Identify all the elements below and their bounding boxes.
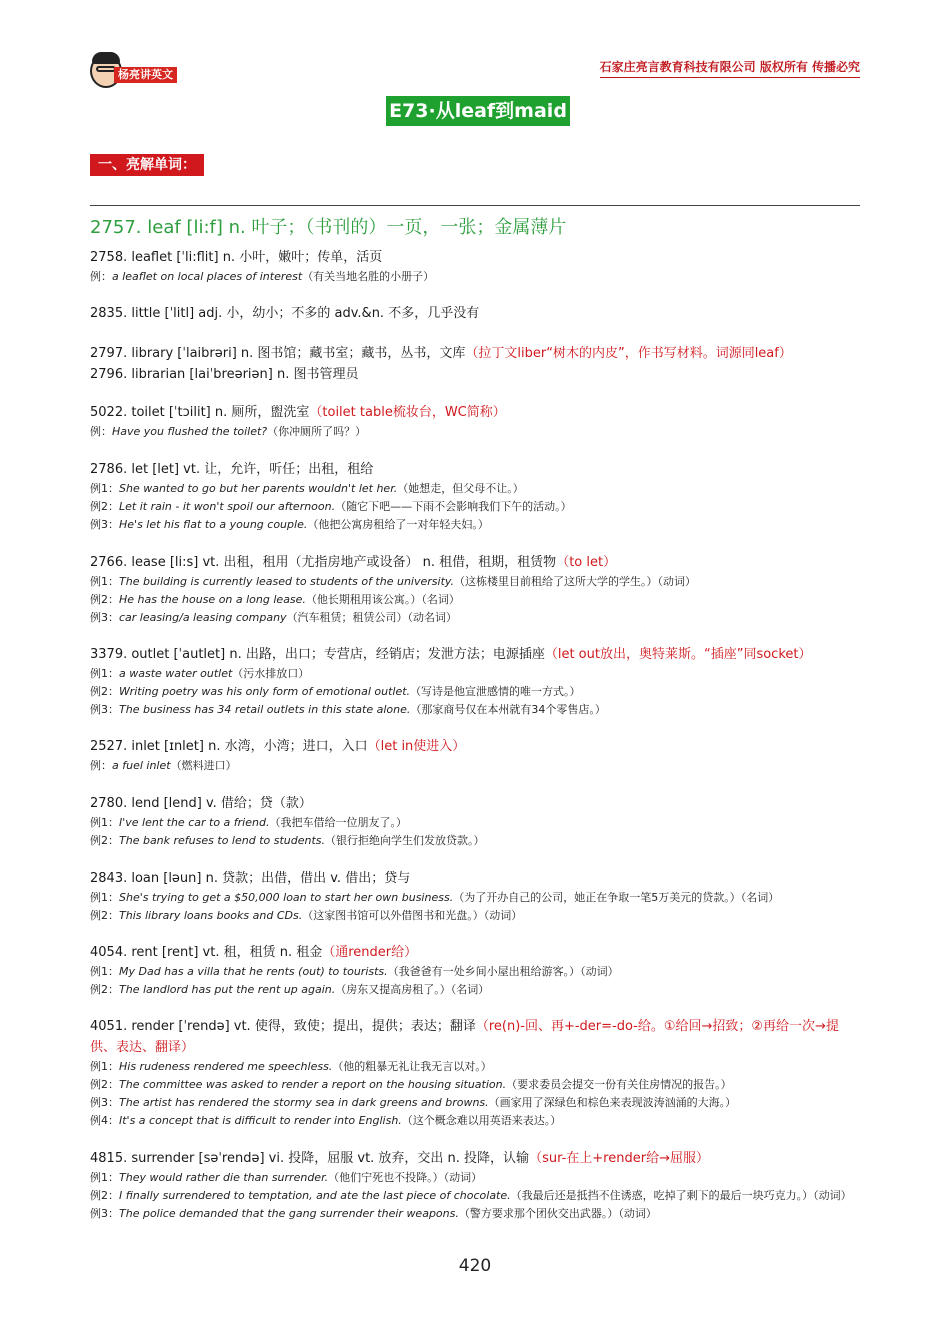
- word-entry: [90, 1148, 860, 1223]
- logo-text: 杨亮讲英文: [114, 67, 177, 83]
- etymology-note: （toilet table梳妆台，WC简称）: [309, 405, 506, 420]
- word-entry: [90, 247, 860, 286]
- example: 例2：Let it rain - it won't spoil our afternoon.（随它下吧——下雨不会影响我们下午的活动。）: [90, 500, 572, 513]
- example: 例：a leaflet on local places of interest（有关当地名胜的小册子）: [90, 270, 435, 283]
- entry-main: 4815. surrender [səˈrendə] vi. 投降，屈服 vt. 放弃，交出 n. 投降，认输: [90, 1151, 530, 1166]
- word-entry: [90, 942, 860, 999]
- etymology-note: （to let）: [556, 555, 617, 570]
- word-entry: [90, 343, 860, 385]
- entry-main: 2527. inlet [ɪnlet] n. 水湾，小湾；进口，入口: [90, 739, 368, 754]
- entry-main: 2786. let [let] vt. 让，允许，听任；出租，租给: [90, 462, 374, 477]
- example: 例2：The bank refuses to lend to students.（银行拒绝向学生们发放贷款。）: [90, 834, 485, 847]
- page-title: E73·从leaf到maid: [386, 96, 570, 126]
- example: 例：a fuel inlet（燃料进口）: [90, 759, 237, 772]
- head-word-entry: 2757. leaf [li:f] n. 叶子；（书刊的）一页，一张；金属薄片: [90, 217, 567, 238]
- example: 例1：I've lent the car to a friend.（我把车借给一位朋友了。）: [90, 816, 407, 829]
- entry-main: 4051. render [ˈrendə] vt. 使得，致使；提出，提供；表达；翻译: [90, 1019, 476, 1034]
- section-heading: 一、亮解单词：: [90, 154, 204, 176]
- example: 例1：She's trying to get a $50,000 loan to start her own business.（为了开办自己的公司，她正在争取一笔5万美元的贷款。）（名词）: [90, 891, 780, 904]
- word-entry: [90, 1016, 860, 1130]
- brand-logo: [88, 52, 188, 92]
- word-entry: [90, 793, 860, 850]
- example: 例1：The building is currently leased to students of the university.（这栋楼里目前租给了这所大学的学生。）（动词）: [90, 575, 697, 588]
- entry-main: 5022. toilet [ˈtɔilit] n. 厕所，盥洗室: [90, 405, 310, 420]
- page-number: 420: [458, 1256, 492, 1276]
- etymology-note: （let out放出，奥特莱斯。“插座”同socket）: [544, 647, 812, 662]
- word-entry: [90, 459, 860, 534]
- example: 例4：It's a concept that is difficult to render into English.（这个概念难以用英语来表达。）: [90, 1114, 562, 1127]
- example: 例1：His rudeness rendered me speechless.（他的粗暴无礼让我无言以对。）: [90, 1060, 492, 1073]
- example: 例2：He has the house on a long lease.（他长期租用该公寓。）（名词）: [90, 593, 460, 606]
- etymology-note: （re(n)-回、再+-der=-do-给。①给回→招致；②再给一次→提供、表达、翻译）: [90, 1019, 839, 1055]
- entry-main: 2843. loan [ləun] n. 贷款；出借，借出 v. 借出；贷与: [90, 871, 411, 886]
- example: 例2：This library loans books and CDs.（这家图书馆可以外借图书和光盘。）（动词）: [90, 909, 523, 922]
- entry-main: 2758. leaflet [ˈli:flit] n. 小叶，嫩叶；传单，活页: [90, 250, 383, 265]
- example: 例2：The landlord has put the rent up again.（房东又提高房租了。）（名词）: [90, 983, 490, 996]
- example: 例：Have you flushed the toilet?（你冲厕所了吗？）: [90, 425, 367, 438]
- word-entry: [90, 303, 860, 324]
- entry-main: 2797. library [ˈlaibrəri] n. 图书馆；藏书室；藏书，丛书，文库: [90, 346, 466, 361]
- divider: [90, 205, 860, 206]
- example: 例3：The business has 34 retail outlets in this state alone.（那家商号仅在本州就有34个零售店。）: [90, 703, 606, 716]
- etymology-note: （sur-在上+render给→屈服）: [529, 1151, 709, 1166]
- etymology-note: （通render给）: [322, 945, 418, 960]
- copyright-notice: 石家庄亮言教育科技有限公司 版权所有 传播必究: [600, 58, 860, 78]
- entry-main: 3379. outlet [ˈautlet] n. 出路，出口；专营店，经销店；发泄方法；电源插座: [90, 647, 545, 662]
- etymology-note: （let in使进入）: [367, 739, 466, 754]
- example: 例3：The artist has rendered the stormy sea in dark greens and browns.（画家用了深绿色和棕色来表现波涛汹涌的大海。）: [90, 1096, 737, 1109]
- entry-main: 4054. rent [rent] vt. 租，租赁 n. 租金: [90, 945, 323, 960]
- example: 例3：car leasing/a leasing company（汽车租赁；租赁公司）（动名词）: [90, 611, 458, 624]
- example: 例2：Writing poetry was his only form of emotional outlet.（写诗是他宣泄感情的唯一方式。）: [90, 685, 581, 698]
- example: 例3：The police demanded that the gang surrender their weapons.（警方要求那个团伙交出武器。）（动词）: [90, 1207, 657, 1220]
- entry-main: 2780. lend [lend] v. 借给；贷（款）: [90, 796, 312, 811]
- word-entry: [90, 736, 860, 775]
- example: 例1：She wanted to go but her parents wouldn't let her.（她想走，但父母不让。）: [90, 482, 524, 495]
- word-entry: [90, 552, 860, 627]
- example: 例2：The committee was asked to render a report on the housing situation.（要求委员会提交一份有关住房情况的报告。）: [90, 1078, 732, 1091]
- etymology-note: （拉丁文liber“树木的内皮”，作书写材料。词源同leaf）: [465, 346, 792, 361]
- word-entry: [90, 402, 860, 441]
- example: 例1：My Dad has a villa that he rents (out) to tourists.（我爸爸有一处乡间小屋出租给游客。）（动词）: [90, 965, 619, 978]
- example: 例1：They would rather die than surrender.（他们宁死也不投降。）（动词）: [90, 1171, 483, 1184]
- entry-main: 2835. little [ˈlitl] adj. 小，幼小；不多的 adv.&n. 不多，几乎没有: [90, 306, 480, 321]
- word-entry: [90, 868, 860, 925]
- example: 例1：a waste water outlet（污水排放口）: [90, 667, 310, 680]
- word-entry: [90, 644, 860, 719]
- entry-main: 2796. librarian [laiˈbreəriən] n. 图书管理员: [90, 367, 359, 382]
- example: 例3：He's let his flat to a young couple.（他把公寓房租给了一对年轻夫妇。）: [90, 518, 489, 531]
- example: 例2：I finally surrendered to temptation, and ate the last piece of chocolate.（我最后还是抵挡不住诱惑，吃掉了剩下的最后一块巧克力。）（动词）: [90, 1189, 852, 1202]
- entry-main: 2766. lease [li:s] vt. 出租，租用（尤指房地产或设备） n. 租借，租期，租赁物: [90, 555, 557, 570]
